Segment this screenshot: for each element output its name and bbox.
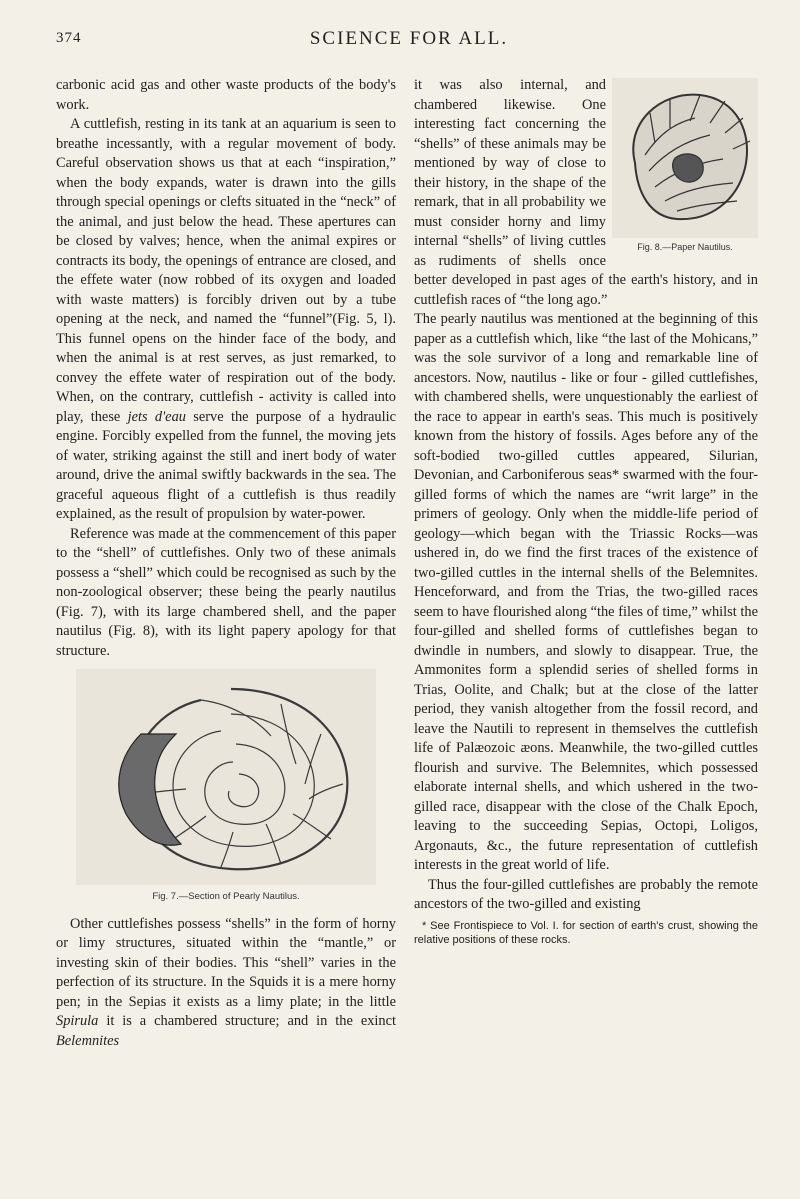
page-number: 374 — [56, 30, 82, 46]
paragraph: carbonic acid gas and other waste products of the body's work. — [56, 77, 396, 113]
paragraph: A cuttlefish, resting in its tank at an aquarium is seen to breathe incessantly, with a regular movement of body. Careful observation shows us that at each “inspiration,” when the body expands, water is drawn into the gills through special openings or clefts situated in the “neck” of the animal, and just below the head. These apertures can be closed by valves; hence, when the animal expires or contracts its body, the openings of entrance are closed, and the effete water (now robbed of its oxygen and loaded with waste matters) is forcibly driven out by a tube opening at the neck, and named the “funnel”(Fig. 5, l). This funnel opens on the hinder face of the body, and when the animal is at rest serves, as just remarked, to convey the effete water of respiration out of the body. When, on the contrary, cuttlefish - activity is called into play, these jets d'eau serve the purpose of a hydraulic engine. Forcibly expelled from the funnel, the moving jets of water, striking against the still and inert body of water around, drive the animal swiftly backwards in the sea. The graceful aqueous flight of a cuttlefish is thus readily explained, as the result of propulsion by water-power. — [56, 116, 396, 522]
right-column — [414, 76, 758, 947]
paragraph: The pearly nautilus was mentioned at the beginning of this paper as a cuttlefish which, like “the last of the Mohicans,” was the sole survivor of a long and remarkable line of ancestors. Now, nautilus - like or four - gilled cuttlefishes, with chambered shells, were unquestionably the earliest of the race to appear in earth's seas. This much is positively known from the history of fossils. Ages before any of the soft-bodied two-gilled cuttles appeared, Silurian, Devonian, and Carboniferous seas* swarmed with the four-gilled forms of which the names are “writ large” in the primers of geology. Only when the middle-life period of geology—which began with the Triassic Rocks—was ushered in, do we find the first traces of the existence of two-gilled cuttles in the internal shells of the Belemnites. Henceforward, and from the Trias, the two-gilled races seem to have flourished along “the files of time,” whilst the four-gilled and shelled forms of cuttlefishes began to dwindle in numbers, and slowly to disappear. True, the Ammonites form a splendid series of shelled forms in Trias, Oolite, and Chalk; but at the close of the latter period, they vanish altogether from the fossil record, and leave the Nautili to represent in themselves the cuttlefish life of Palæozoic æons. Meanwhile, the two-gilled cuttles flourish and survive. The Belemnites, which possessed elaborate internal shells, and which ushered in the two-gilled race, disappear with the close of the Chalk Epoch, leaving to the succeeding Sepias, Octopi, Loligos, Argonauts, &c., the future representation of cuttlefish interests in the great world of life. — [414, 311, 758, 873]
fig8-block — [612, 78, 758, 258]
running-title: SCIENCE FOR ALL. — [309, 28, 509, 49]
fig7-caption: Fig. 7.—Section of Pearly Nautilus. — [152, 891, 300, 902]
left-column — [56, 76, 396, 1051]
pearly-nautilus-figure — [76, 669, 376, 885]
paragraph: it was also internal, and chambered likewise. One interesting fact concerning the “shells” of these animals may be mentioned by way of close to their history, in the shape of the remark, that in all probability we must consider horny and limy internal “shells” of living cuttles as rudiments of shells once better developed in past ages of the earth's history, and in cuttlefish races of “the long ago.” — [414, 77, 758, 308]
footnote: * See Frontispiece to Vol. I. for section of earth's crust, showing the relative positions of these rocks. — [414, 919, 758, 946]
paragraph: Reference was made at the commencement of this paper to the “shell” of cuttlefishes. Only two of these animals possess a “shell” which could be recognised as such by the non-zoological observer; these being the pearly nautilus (Fig. 7), with its large chambered shell, and the paper nautilus (Fig. 8), with its light papery apology for that structure. — [56, 525, 396, 659]
paragraph: Thus the four-gilled cuttlefishes are probably the remote ancestors of the two-gilled and existing — [414, 876, 758, 912]
page-header — [56, 28, 762, 54]
fig8-caption: Fig. 8.—Paper Nautilus. — [637, 242, 733, 252]
paragraph: Other cuttlefishes possess “shells” in the form of horny or limy structures, situated within the “mantle,” or investing skin of their bodies. This “shell” varies in the perfection of its structure. In the Squids it is a mere horny pen; in the Sepias it exists as a limy plate; in the little Spirula it is a chambered structure; and in the exinct Belemnites — [56, 915, 396, 1049]
paper-nautilus-figure — [612, 78, 758, 238]
